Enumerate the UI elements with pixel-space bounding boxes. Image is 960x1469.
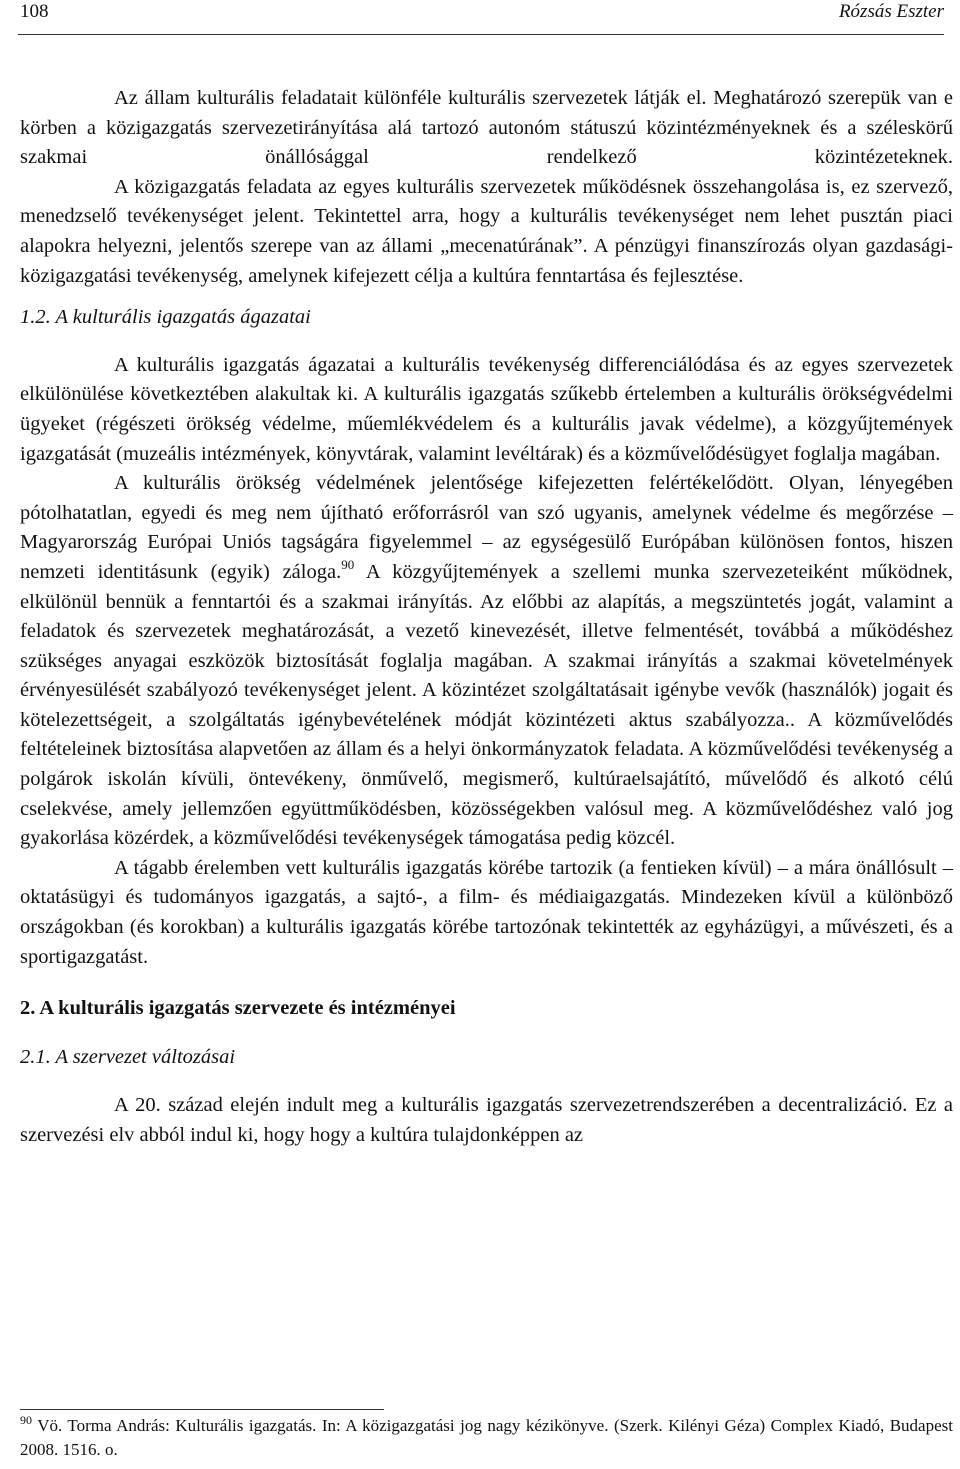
section-heading-2: 2. A kulturális igazgatás szervezete és intézményei bbox=[20, 997, 456, 1020]
paragraph: Az állam kulturális feladatait különféle kulturális szervezetek látják el. Meghatározó szerepük van e körben a közigazgatás szervezetirányítása alá tartozó autonóm státuszú közintézményeknek és a széleskörű szakmai önállósággal rendelkező közintézeteknek. bbox=[20, 87, 953, 169]
footnote bbox=[20, 1414, 953, 1462]
paragraph: A tágabb érelemben vett kulturális igazgatás körébe tartozik (a fentieken kívül) – a mára önállósult – oktatásügyi és tudományos igazgatás, a sajtó-, a film- és médiaigazgatás. Mindezeken kívül a különböző országokban (és korokban) a kulturális igazgatás körébe tartozónak tekintették az egyházügyi, a művészeti, és a sportigazgatást. bbox=[20, 856, 953, 968]
page-number: 108 bbox=[20, 1, 49, 22]
paragraph bbox=[20, 469, 953, 854]
paragraph: A kulturális igazgatás ágazatai a kulturális tevékenység differenciálódása és az egyes szervezetek elkülönülése következtében alakultak ki. A kulturális igazgatás szűkebb értelemben a kulturális örökségvédelmi ügyeket (régészeti örökség védelme, műemlékvédelem és a kulturális javak védelme), a közgyűjtemények igazgatását (muzeális intézmények, könyvtárak, valamint levéltárak) és a közművelődésügyet foglalja magában. bbox=[20, 353, 953, 465]
paragraph-text: A közgyűjtemények a szellemi munka szervezeteiként működnek, elkülönül bennük a fenntartói és a szakmai irányítás. Az előbbi az alapítás, a megszüntetés jogát, valamint a feladatok és szervezetek meghatározását, a vezető kinevezését, illetve felmentését, továbbá a működéshez szükséges anyagai eszközök biztosítását foglalja magában. A szakmai irányítás a szakmai követelmények érvényesülését szabályozó tevékenységet jelent. A közintézet szolgáltatásait igénybe vevők (használók) jogait és kötelezettségeit, a szolgáltatás igénybevételének módját közintézeti aktus szabályozza.. A közművelődés feltételeinek biztosítása alapvetően az állam és a helyi önkormányzatok feladata. A közművelődési tevékenység a polgárok iskolán kívüli, öntevékeny, önművelő, megismerő, kultúraelsajátító, művelődő és alkotó célú cselekvése, amely jellemzően együttműködésben, közösségekben valósul meg. A közművelődéshez való jog gyakorlása közérdek, a közművelődési tevékenységek támogatása pedig közcél. bbox=[20, 560, 954, 850]
page-header bbox=[18, 0, 944, 36]
paragraph: A közigazgatás feladata az egyes kulturális szervezetek működésnek összehangolása is, ez szervező, menedzselő tevékenységet jelent. Tekintettel arra, hogy a kulturális tevékenységet nem lehet pusztán piaci alapokra helyezni, jelentős szerepe van az állami „mecenatúrának”. A pénzügyi finanszírozás olyan gazdasági-közigazgatási tevékenység, amelynek kifejezett célja a kultúra fenntartása és fejlesztése. bbox=[20, 175, 953, 287]
paragraph-text: A kulturális örökség védelmének jelentősége kifejezetten felértékelődött. Olyan, lényegében pótolhatatlan, egyedi és meg nem újítható erőforrásról van szó ugyanis, amelynek védelme és megőrzése – Magyarország Európai Uniós tagságára figyelemmel – az egységesülő Európában különösen fontos, hiszen nemzeti identitásunk (egyik) záloga. bbox=[20, 472, 953, 583]
header-rule bbox=[18, 34, 944, 35]
footnote-number: 90 bbox=[20, 1413, 32, 1427]
section-heading-1-2: 1.2. A kulturális igazgatás ágazatai bbox=[20, 306, 311, 329]
paragraph: A 20. század elején indult meg a kulturális igazgatás szervezetrendszerében a decentralizáció. Ez a szervezési elv abból indul ki, hogy hogy a kultúra tulajdonképpen az bbox=[20, 1094, 953, 1146]
footnote-reference[interactable]: 90 bbox=[341, 556, 355, 572]
section-heading-2-1: 2.1. A szervezet változásai bbox=[20, 1045, 236, 1068]
running-author: Rózsás Eszter bbox=[838, 1, 944, 22]
footnote-rule bbox=[20, 1409, 384, 1410]
footnote-text: Vö. Torma András: Kulturális igazgatás. In: A közigazgatási jog nagy kézikönyve. (Szerk. Kilényi Géza) Complex Kiadó, Budapest 2008. 1516. o. bbox=[20, 1416, 953, 1459]
main-text bbox=[20, 84, 953, 1151]
